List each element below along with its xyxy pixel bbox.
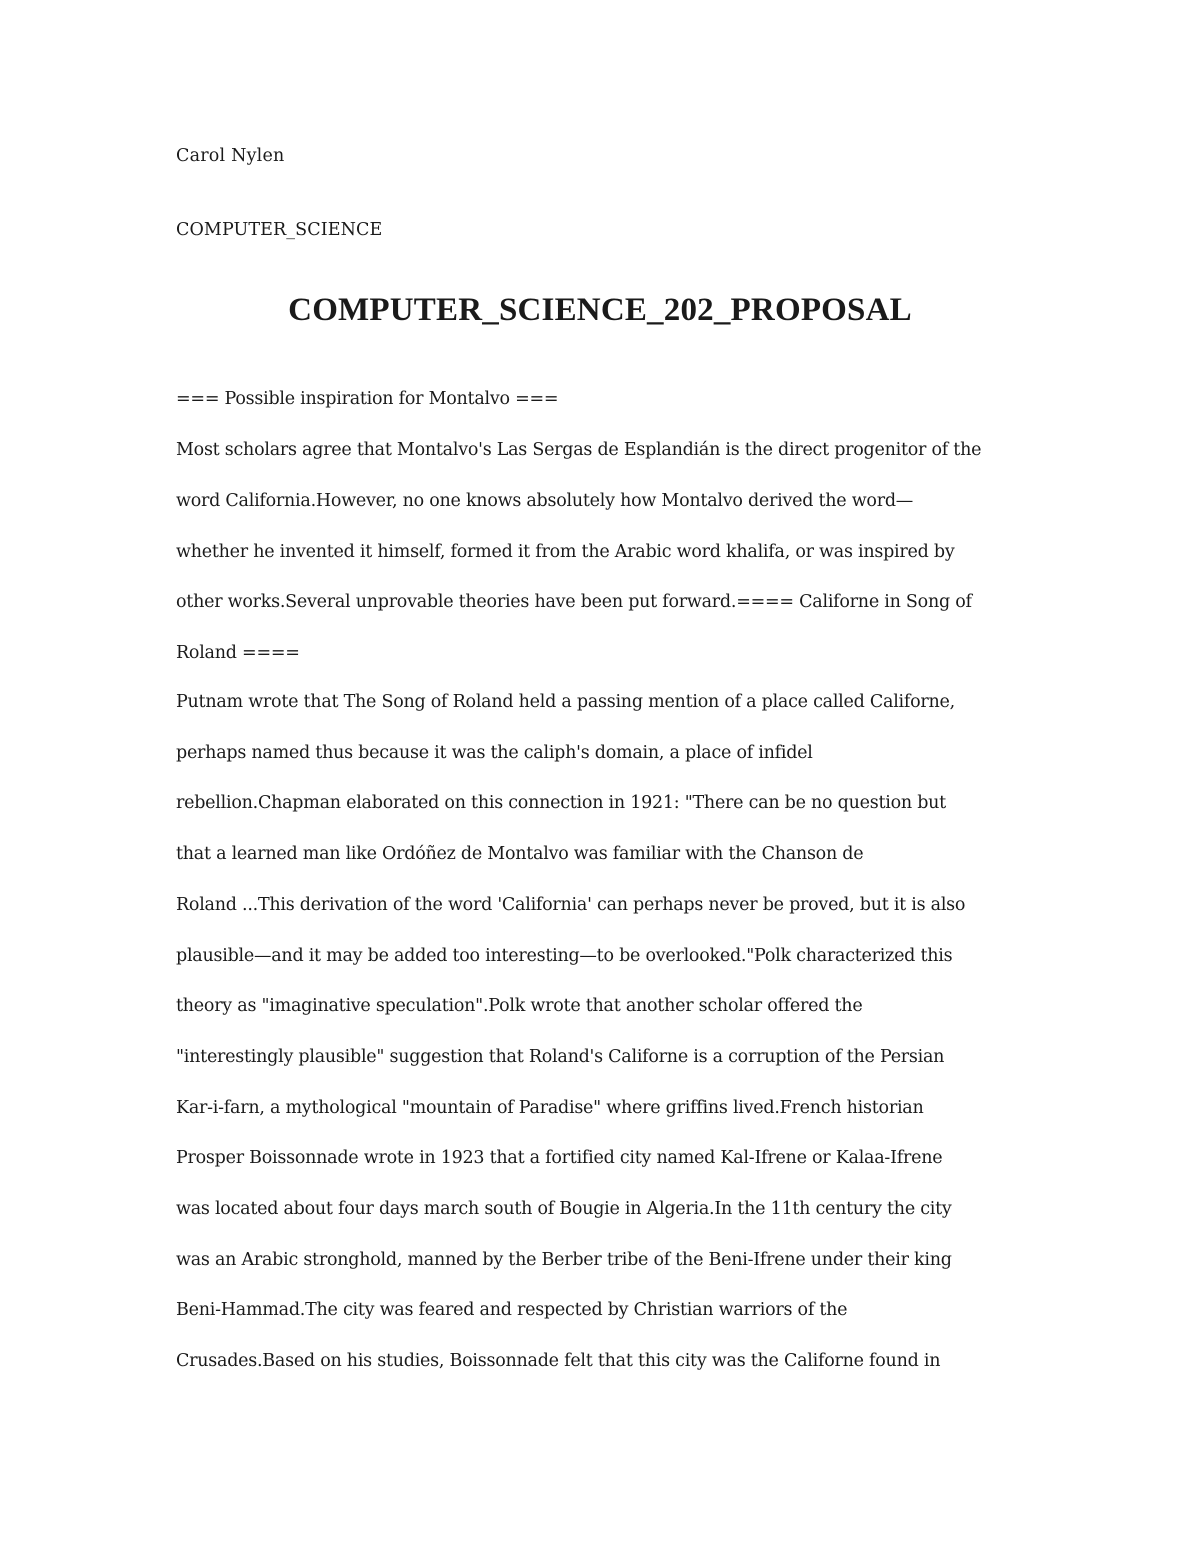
body-line: Roland ==== bbox=[176, 643, 300, 663]
body-line: "interestingly plausible" suggestion that Roland's Californe is a corruption of the Persian bbox=[176, 1047, 945, 1067]
body-line: Putnam wrote that The Song of Roland held a passing mention of a place called Californe, bbox=[176, 692, 955, 712]
body-line: plausible—and it may be added too interesting—to be overlooked."Polk characterized this bbox=[176, 946, 953, 966]
section-heading: === Possible inspiration for Montalvo === bbox=[176, 389, 559, 409]
author-name: Carol Nylen bbox=[176, 146, 285, 166]
body-line: Most scholars agree that Montalvo's Las Sergas de Esplandián is the direct progenitor of the bbox=[176, 440, 982, 460]
body-line: perhaps named thus because it was the caliph's domain, a place of infidel bbox=[176, 743, 813, 763]
body-line: Roland ...This derivation of the word 'California' can perhaps never be proved, but it is also bbox=[176, 895, 966, 915]
body-line: was located about four days march south of Bougie in Algeria.In the 11th century the city bbox=[176, 1199, 952, 1219]
body-line: Prosper Boissonnade wrote in 1923 that a fortified city named Kal-Ifrene or Kalaa-Ifrene bbox=[176, 1148, 943, 1168]
body-line: Kar-i-farn, a mythological "mountain of Paradise" where griffins lived.French historian bbox=[176, 1098, 924, 1118]
body-line: other works.Several unprovable theories have been put forward.==== Californe in Song of bbox=[176, 592, 972, 612]
course-name: COMPUTER_SCIENCE bbox=[176, 220, 383, 240]
body-line: Beni-Hammad.The city was feared and respected by Christian warriors of the bbox=[176, 1300, 848, 1320]
body-line: word California.However, no one knows absolutely how Montalvo derived the word— bbox=[176, 491, 914, 511]
document-title: COMPUTER_SCIENCE_202_PROPOSAL bbox=[288, 292, 912, 328]
body-line: was an Arabic stronghold, manned by the Berber tribe of the Beni-Ifrene under their king bbox=[176, 1250, 952, 1270]
body-line: rebellion.Chapman elaborated on this connection in 1921: "There can be no question but bbox=[176, 793, 946, 813]
body-line: that a learned man like Ordóñez de Montalvo was familiar with the Chanson de bbox=[176, 844, 864, 864]
body-line: theory as "imaginative speculation".Polk wrote that another scholar offered the bbox=[176, 996, 863, 1016]
body-line: whether he invented it himself, formed it from the Arabic word khalifa, or was inspired by bbox=[176, 542, 955, 562]
body-line: Crusades.Based on his studies, Boissonnade felt that this city was the Californe found in bbox=[176, 1351, 941, 1371]
